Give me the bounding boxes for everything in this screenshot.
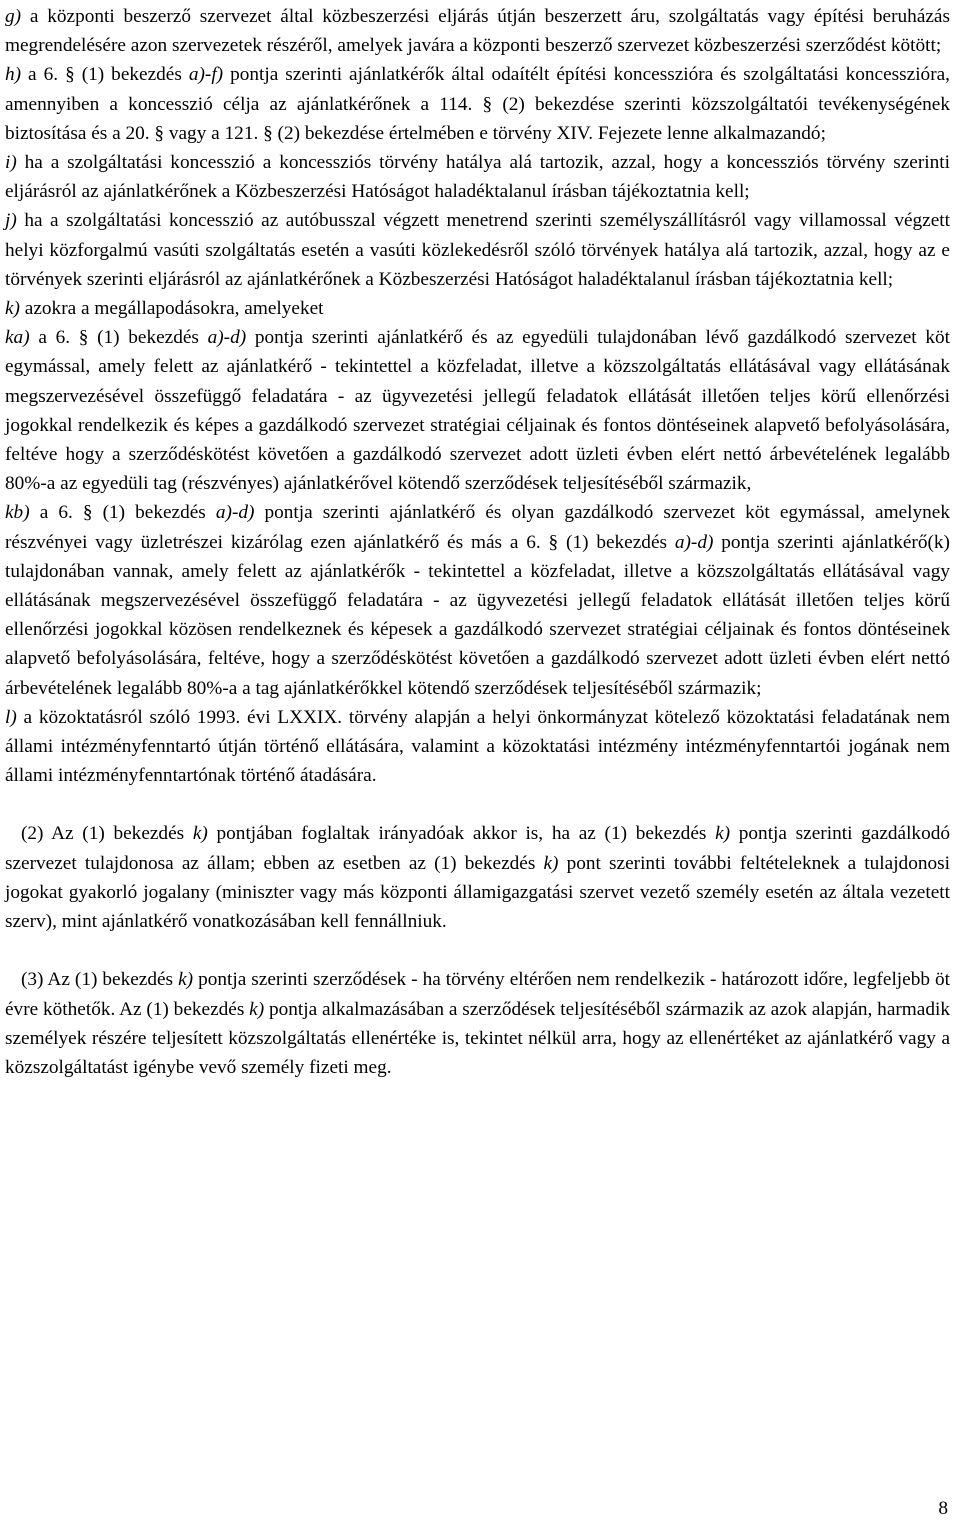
list-item-kb (5, 498, 950, 702)
section-reference: k) (249, 998, 265, 1020)
item-reference: a)-f) (188, 64, 224, 86)
item-label: k) (5, 298, 20, 320)
item-text: pontja szerinti ajánlatkérő és az egyedüli tulajdonában lévő gazdálkodó szervezet köt egymással, amely felett az ajánlatkérő - tekintettel a közfeladat, illetve a közszolgáltatás ellátásával vagy ellátásának megszervezésével összefüggő feladatára - az ügyvezetési jellegű feladatok ellátását illetően teljes körű ellenőrzési jogokkal rendelkezik és képes a gazdálkodó szervezet stratégiai céljainak és fontos döntéseinek alapvető befolyásolására, feltéve hogy a szerződéskötést követően a gazdálkodó szervezet adott üzleti évben elért nettó árbevételének legalább 80%-a az egyedüli tag (részvényes) ajánlatkérővel kötendő szerződések teljesítéséből származik, (5, 327, 950, 495)
item-reference: a)-d) (207, 327, 247, 349)
item-reference: a)-d) (215, 502, 255, 524)
section-reference: k) (178, 969, 194, 991)
section-text: pont szerinti további feltételeknek a tulajdonosi jogokat gyakorló jogalany (miniszter vagy más központi államigazgatási szervet vezető személy esetén az általa vezetett szerv), mint ajánlatkérő vonatkozásában kell fennállniuk. (5, 852, 950, 933)
section-3-paragraph (5, 965, 950, 1082)
list-item-g (5, 2, 950, 60)
section-text: pontja szerinti gazdálkodó szervezet tulajdonosa az állam; ebben az esetben az (1) bekezdés (5, 823, 950, 874)
list-item-k (5, 294, 950, 323)
item-label: g) (5, 6, 22, 27)
list-item-ka (5, 323, 950, 498)
item-label: j) (5, 210, 17, 232)
list-item-l (5, 703, 950, 791)
item-label: i) (5, 152, 17, 174)
section-reference: k) (715, 823, 731, 845)
item-label: h) (5, 64, 22, 86)
section-reference: k) (543, 852, 559, 874)
list-item-h (5, 60, 950, 148)
list-item-j (5, 206, 950, 294)
item-text: pontja szerinti ajánlatkérő(k) tulajdonában vannak, amely felett az ajánlatkérők - tekintettel a közfeladat, illetve a közszolgáltatás ellátásával vagy ellátásának megszervezésével összefüggő feladatára - az ügyvezetési jellegű feladatok ellátását illetően teljes körű ellenőrzési jogokkal közösen rendelkeznek és képesek a gazdálkodó szervezet stratégiai céljainak és fontos döntéseinek alapvető befolyásolására, feltéve, hogy a szerződéskötést követően a gazdálkodó szervezet adott üzleti évben elért nettó árbevételének legalább 80%-a a tag ajánlatkérőkkel kötendő szerződések teljesítéséből származik; (5, 531, 950, 699)
item-label: l) (5, 706, 17, 728)
section-text: (3) Az (1) bekezdés (21, 969, 179, 991)
item-text: a 6. § (1) bekezdés (21, 64, 189, 86)
section-text: pontjában foglaltak irányadóak akkor is, ha az (1) bekezdés (207, 823, 716, 845)
item-label: ka) (5, 327, 30, 349)
item-text: ha a szolgáltatási koncesszió a koncessziós törvény hatálya alá tartozik, azzal, hogy a koncessziós törvény szerinti eljárásról az ajánlatkérőnek a Közbeszerzési Hatóságot haladéktalanul írásban tájékoztatnia kell; (5, 152, 950, 203)
item-text: a központi beszerző szervezet által közbeszerzési eljárás útján beszerzett áru, szolgáltatás vagy építési beruházás megrendelésére azon szervezetek részéről, amelyek javára a központi beszerző szervezet közbeszerzési szerződést kötött; (5, 6, 950, 57)
item-text: ha a szolgáltatási koncesszió az autóbusszal végzett menetrend szerinti személyszállításról vagy villamossal végzett helyi közforgalmú vasúti szolgáltatás esetén a vasúti közlekedésről szóló törvények hatálya alá tartozik, azzal, hogy az e törvények szerinti eljárásról az ajánlatkérőnek a Közbeszerzési Hatóságot haladéktalanul írásban tájékoztatnia kell; (5, 210, 950, 290)
item-text: azokra a megállapodásokra, amelyeket (19, 298, 324, 320)
paragraph-spacer (5, 936, 950, 965)
section-2-paragraph (5, 819, 950, 936)
item-text: a közoktatásról szóló 1993. évi LXXIX. törvény alapján a helyi önkormányzat kötelező közoktatási feladatának nem állami intézményfenntartó útján történő ellátására, valamint a közoktatási intézmény intézményfenntartói jogának nem állami intézményfenntartónak történő átadására. (5, 706, 950, 787)
item-text: pontja szerinti ajánlatkérők által odaítélt építési koncesszióra és szolgáltatási koncesszióra, amennyiben a koncesszió célja az ajánlatkérőnek a 114. § (2) bekezdése szerinti közszolgáltatói tevékenységének biztosítása és a 20. § vagy a 121. § (2) bekezdése értelmében e törvény XIV. Fejezete lenne alkalmazandó; (5, 64, 950, 144)
item-reference: a)-d) (674, 531, 714, 553)
item-text: pontja szerinti ajánlatkérő és olyan gazdálkodó szervezet köt egymással, amelynek részvényei vagy üzletrészei kizárólag ezen ajánlatkérő és más a 6. § (1) bekezdés (5, 502, 950, 553)
document-page (5, 2, 950, 1082)
item-label: kb) (5, 502, 30, 524)
list-item-i (5, 148, 950, 206)
section-reference: k) (192, 823, 208, 845)
item-text: a 6. § (1) bekezdés (29, 327, 208, 349)
paragraph-spacer (5, 790, 950, 819)
item-text: a 6. § (1) bekezdés (29, 502, 216, 524)
section-text: (2) Az (1) bekezdés (21, 823, 193, 845)
page-number: 8 (938, 1498, 948, 1519)
section-text: pontja szerinti szerződések - ha törvény eltérően nem rendelkezik - határozott időre, legfeljebb öt évre köthetők. Az (1) bekezdés (5, 969, 950, 1020)
section-text: pontja alkalmazásában a szerződések teljesítéséből származik az azok alapján, harmadik személyek részére teljesített közszolgáltatás ellenértéke is, tekintet nélkül arra, hogy az ellenértéket az ajánlatkérő vagy a közszolgáltatást igénybe vevő személy fizeti meg. (5, 998, 950, 1078)
